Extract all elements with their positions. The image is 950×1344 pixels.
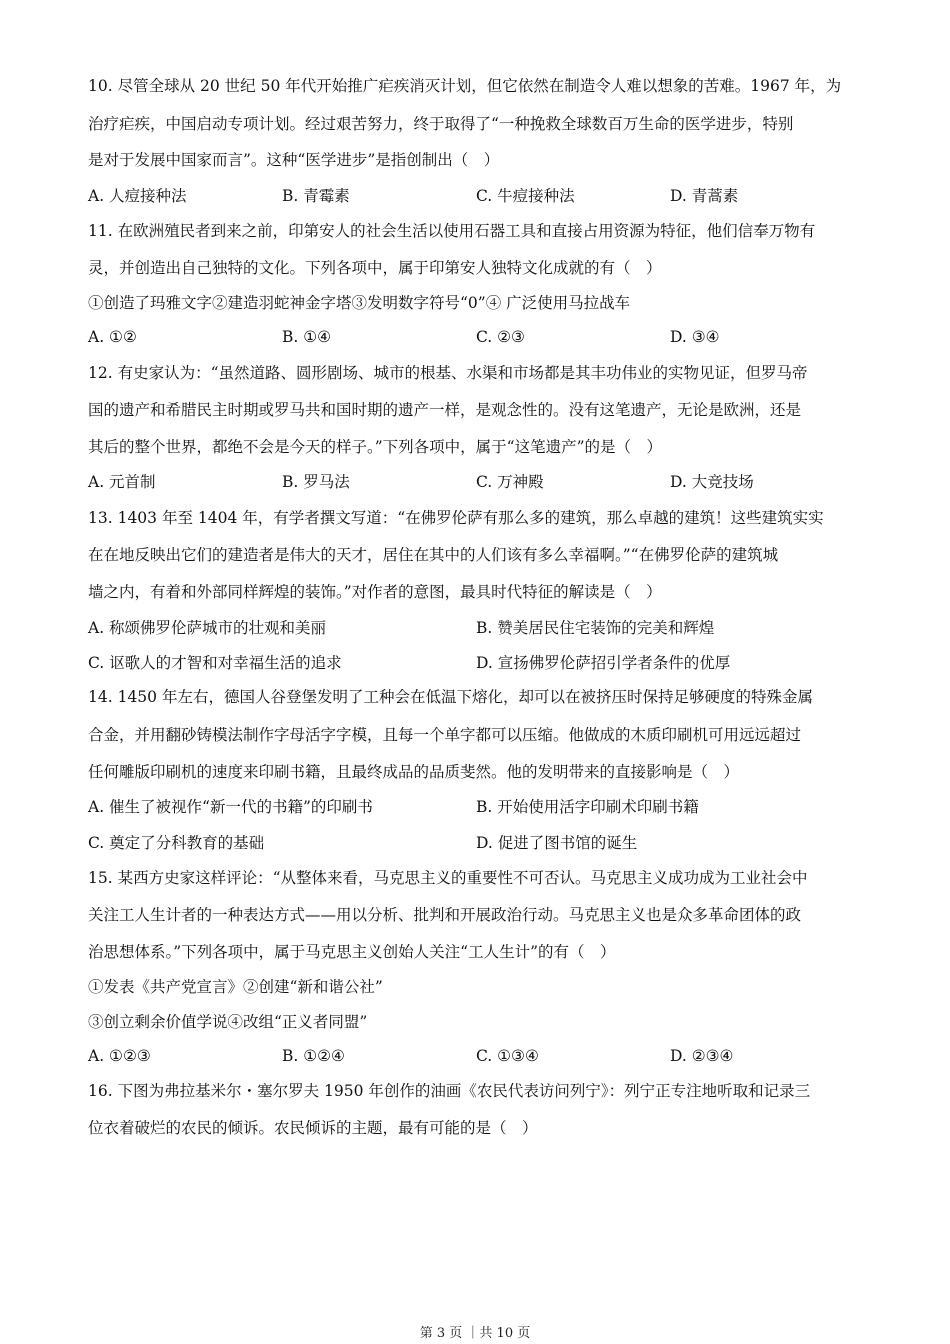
question-14-option-c: C. 奠定了分科教育的基础 [88, 834, 265, 852]
question-13-line-3: 墙之内，有着和外部同样辉煌的装饰。”对作者的意图，最具时代特征的解读是（ ） [88, 583, 662, 601]
question-14-option-d: D. 促进了图书馆的诞生 [476, 834, 638, 852]
question-13-line-2: 在在地反映出它们的建造者是伟大的天才，居住在其中的人们该有多么幸福啊。”“在佛罗伦萨的建筑城 [88, 546, 779, 564]
question-10-option-c: C. 牛痘接种法 [476, 187, 575, 205]
question-15-option-b: B. ①②④ [282, 1047, 345, 1065]
question-14-line-1: 14. 1450 年左右，德国人谷登堡发明了工种会在低温下熔化，却可以在被挤压时保持足够硬度的特殊金属 [88, 688, 813, 706]
question-10-option-d: D. 青蒿素 [670, 187, 739, 205]
question-12-option-c: C. 万神殿 [476, 473, 544, 491]
question-12-option-d: D. 大竞技场 [670, 473, 754, 491]
question-12-option-a: A. 元首制 [88, 473, 156, 491]
question-10-option-a: A. 人痘接种法 [88, 187, 187, 205]
question-14-line-3: 任何雕版印刷机的速度来印刷书籍，且最终成品的品质斐然。他的发明带来的直接影响是（ ） [88, 763, 740, 781]
question-13-option-d: D. 宣扬佛罗伦萨招引学者条件的优厚 [476, 654, 731, 672]
question-11-line-1: 11. 在欧洲殖民者到来之前，印第安人的社会生活以使用石器工具和直接占用资源为特征，他们信奉万物有 [88, 222, 816, 240]
question-11-line-2: 灵，并创造出自己独特的文化。下列各项中，属于印第安人独特文化成就的有（ ） [88, 259, 662, 277]
question-15-line-5: ③创立剩余价值学说④改组“正义者同盟” [88, 1013, 368, 1031]
question-15-line-2: 关注工人生计者的一种表达方式——用以分析、批判和开展政治行动。马克思主义也是众多革命团体的政 [88, 906, 802, 924]
question-11-option-a: A. ①② [88, 328, 137, 346]
question-15-option-a: A. ①②③ [88, 1047, 151, 1065]
question-15-line-1: 15. 某西方史家这样评论：“从整体来看，马克思主义的重要性不可否认。马克思主义成功成为工业社会中 [88, 869, 808, 887]
question-11-option-d: D. ③④ [670, 328, 720, 346]
question-12-option-b: B. 罗马法 [282, 473, 350, 491]
question-13-line-1: 13. 1403 年至 1404 年，有学者撰文写道：“在佛罗伦萨有那么多的建筑，那么卓越的建筑！这些建筑实实 [88, 509, 824, 527]
question-12-line-3: 其后的整个世界，都绝不会是今天的样子。”下列各项中，属于“这笔遗产”的是（ ） [88, 438, 663, 456]
question-10-option-b: B. 青霉素 [282, 187, 350, 205]
question-14-option-b: B. 开始使用活字印刷术印刷书籍 [476, 798, 699, 816]
question-13-option-c: C. 讴歌人的才智和对幸福生活的追求 [88, 654, 342, 672]
question-15-option-d: D. ②③④ [670, 1047, 734, 1065]
question-16-line-1: 16. 下图为弗拉基米尔・塞尔罗夫 1950 年创作的油画《农民代表访问列宁》：列宁正专注地听取和记录三 [88, 1082, 811, 1100]
question-15-option-c: C. ①③④ [476, 1047, 539, 1065]
question-10-line-1: 10. 尽管全球从 20 世纪 50 年代开始推广疟疾消灭计划，但它依然在制造令人难以想象的苦难。1967 年，为 [88, 77, 842, 95]
question-10-line-2: 治疗疟疾，中国启动专项计划。经过艰苦努力，终于取得了“一种挽救全球数百万生命的医学进步，特别 [88, 115, 794, 133]
question-12-line-1: 12. 有史家认为：“虽然道路、圆形剧场、城市的根基、水渠和市场都是其丰功伟业的实物见证，但罗马帝 [88, 364, 808, 382]
question-13-option-a: A. 称颂佛罗伦萨城市的壮观和美丽 [88, 619, 327, 637]
question-11-option-c: C. ②③ [476, 328, 525, 346]
question-14-line-2: 合金，并用翻砂铸模法制作字母活字字模，且每一个单字都可以压缩。他做成的木质印刷机可用远远超过 [88, 726, 802, 744]
question-12-line-2: 国的遗产和希腊民主时期或罗马共和国时期的遗产一样，是观念性的。没有这笔遗产，无论是欧洲，还是 [88, 401, 802, 419]
question-11-option-b: B. ①④ [282, 328, 332, 346]
question-14-option-a: A. 催生了被视作“新一代的书籍”的印刷书 [88, 798, 373, 816]
question-11-line-3: ①创造了玛雅文字②建造羽蛇神金字塔③发明数字符号“0”④ 广泛使用马拉战车 [88, 294, 631, 312]
question-16-line-2: 位衣着破烂的农民的倾诉。农民倾诉的主题，最有可能的是（ ） [88, 1119, 538, 1137]
question-15-line-3: 治思想体系。”下列各项中，属于马克思主义创始人关注“工人生计”的有（ ） [88, 943, 616, 961]
page-footer: 第 3 页 ｜共 10 页 [419, 1326, 531, 1341]
question-15-line-4: ①发表《共产党宣言》②创建“新和谐公社” [88, 978, 383, 996]
question-13-option-b: B. 赞美居民住宅装饰的完美和辉煌 [476, 619, 715, 637]
question-10-line-3: 是对于发展中国家而言”。这种“医学进步”是指创制出（ ） [88, 151, 500, 169]
